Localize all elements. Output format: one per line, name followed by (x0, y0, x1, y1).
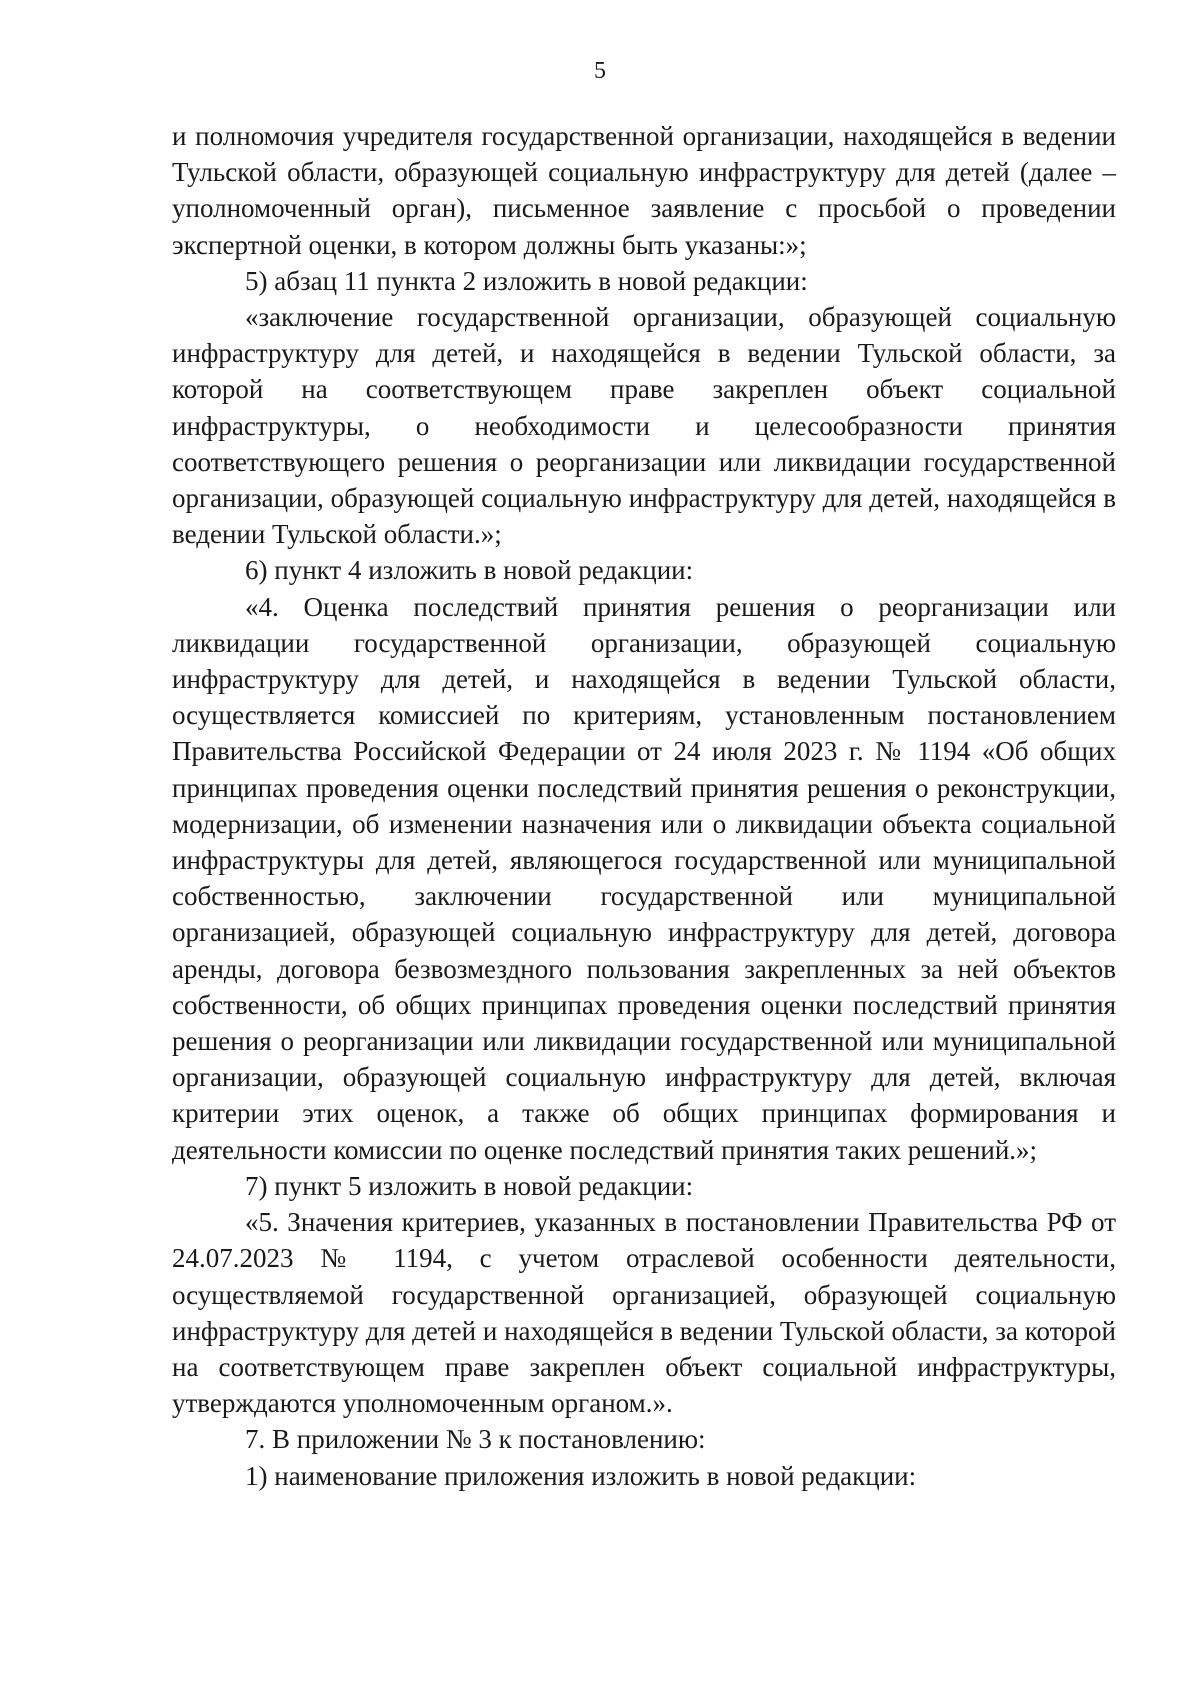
paragraph-quote-point-4: «4. Оценка последствий принятия решения о реорганизации или ликвидации государственной организации, образующей социальную инфраструктуру для детей, и находящейся в ведении Тульской области, осуществляется комиссией по критериям, установленным постановлением Правительства Российской Федерации от 24 июля 2023 г. № 1194 «Об общих принципах проведения оценки последствий принятия решения о реконструкции, модернизации, об изменении назначения или о ликвидации объекта социальной инфраструктуры для детей, являющегося государственной или муниципальной собственностью, заключении государственной или муниципальной организацией, образующей социальную инфраструктуру для детей, договора аренды, договора безвозмездного пользования закрепленных за ней объектов собственности, об общих принципах проведения оценки последствий принятия решения о реорганизации или ликвидации государственной или муниципальной организации, образующей социальную инфраструктуру для детей, включая критерии этих оценок, а также об общих принципах формирования и деятельности комиссии по оценке последствий принятия таких решений.»; (172, 591, 1116, 1165)
paragraph-section-7-item-1: 1) наименование приложения изложить в новой редакции: (245, 1460, 917, 1491)
page-number: 5 (594, 58, 606, 84)
paragraph-item-5: 5) абзац 11 пункта 2 изложить в новой редакции: (245, 265, 808, 296)
paragraph-quote-point-5: «5. Значения критериев, указанных в постановлении Правительства РФ от 24.07.2023 № 1194, с учетом отраслевой особенности деятельности, осуществляемой государственной организацией, образующей социальную инфраструктуру для детей и находящейся в ведении Тульской области, за которой на соответствующем праве закреплен объект социальной инфраструктуры, утверждаются уполномоченным органом.». (172, 1207, 1116, 1419)
paragraph-item-6: 6) пункт 4 изложить в новой редакции: (245, 555, 694, 586)
paragraph-section-7: 7. В приложении № 3 к постановлению: (245, 1424, 706, 1455)
document-body (172, 118, 1116, 1494)
paragraph-item-7: 7) пункт 5 изложить в новой редакции: (245, 1170, 694, 1201)
paragraph-quote-conclusion: «заключение государственной организации, образующей социальную инфраструктуру для детей, и находящейся в ведении Тульской области, за которой на соответствующем праве закреплен объект социальной инфраструктуры, о необходимости и целесообразности принятия соответствующего решения о реорганизации или ликвидации государственной организации, образующей социальную инфраструктуру для детей, находящейся в ведении Тульской области.»; (172, 302, 1116, 550)
paragraph-continuation: и полномочия учредителя государственной организации, находящейся в ведении Тульской области, образующей социальную инфраструктуру для детей (далее – уполномоченный орган), письменное заявление с просьбой о проведении экспертной оценки, в котором должны быть указаны:»; (172, 121, 1116, 260)
